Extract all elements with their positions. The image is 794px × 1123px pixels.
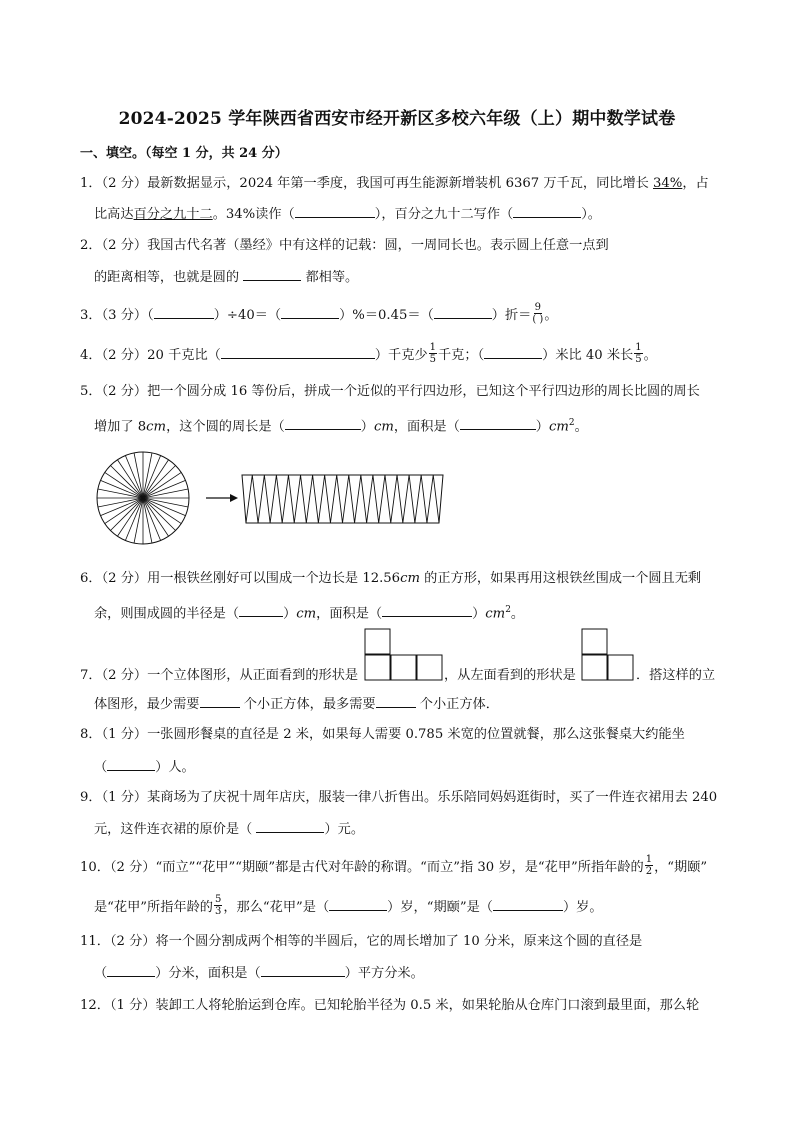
- q5-text-f: ）: [535, 419, 549, 435]
- question-10-line-2: [94, 896, 603, 919]
- question-7-text-c: ．搭这样的立: [636, 668, 716, 683]
- q10-text-e: ）岁，“期颐”是（: [387, 900, 493, 915]
- q10-fraction-1: [645, 854, 653, 877]
- q11-blank-2[interactable]: [261, 963, 345, 977]
- q1-text-f: ），百分之九十二写作（: [374, 207, 514, 222]
- question-6-line-1: [80, 569, 701, 589]
- q8-text-b: （: [94, 760, 108, 775]
- q5-text-b: 增加了 8: [94, 419, 147, 435]
- q5-unit-2: cm: [373, 419, 394, 435]
- q10-fraction-1-numerator: 1: [645, 854, 653, 865]
- q11-text-d: ）平方分米。: [344, 966, 424, 981]
- q10-fraction-2: [214, 894, 222, 917]
- question-10-line-1: [80, 856, 707, 879]
- q6-unit-2: cm: [296, 606, 317, 622]
- q1-text-g: ）。: [581, 207, 601, 222]
- question-8-line-2: [94, 757, 195, 778]
- q10-text-b: ，“期颐”: [654, 860, 708, 875]
- sector-radius: [110, 498, 143, 531]
- left-view-figure: [581, 628, 637, 684]
- approximate-parallelogram: [242, 475, 443, 523]
- q4-blank-1[interactable]: [221, 345, 375, 359]
- question-2-line-2: [94, 267, 358, 288]
- q3-text-c: ）%＝0.45＝（: [339, 308, 434, 323]
- question-11-line-1: 11．（2 分）将一个圆分割成两个相等的半圆后，它的周长增加了 10 分米，原来这个圆的直径是: [80, 934, 643, 949]
- q1-blank-1[interactable]: [295, 204, 375, 218]
- q6-unit-1: cm: [400, 571, 420, 586]
- q6-blank-1[interactable]: [239, 603, 283, 617]
- arrow-icon: [206, 494, 238, 502]
- q5-square-exponent: 2: [568, 418, 575, 428]
- q2-blank-1[interactable]: [243, 267, 301, 281]
- q5-unit-1: cm: [146, 419, 167, 435]
- q7-blank-2[interactable]: [376, 694, 416, 708]
- q5-unit-3: cm: [548, 419, 569, 435]
- q1-text-c: 比高达: [94, 207, 134, 222]
- question-4-line-1: [80, 344, 657, 367]
- page-title: 2024-2025 学年陕西省西安市经开新区多校六年级（上）期中数学试卷: [118, 109, 676, 129]
- q6-text-c: 余，则围成圆的半径是（: [94, 606, 240, 622]
- q3-fraction-numerator: 9: [534, 302, 542, 313]
- q9-text-b: 元，这件连衣裙的原价是（: [94, 822, 257, 837]
- parallelogram-outline: [242, 475, 443, 523]
- question-6-line-2: [94, 600, 524, 624]
- sector-radius: [143, 498, 176, 531]
- question-8-line-1: 8．（1 分）一张圆形餐桌的直径是 2 米，如果每人需要 0.785 米宽的位置就餐，那么这张餐桌大约能坐: [80, 727, 685, 742]
- q4-fraction-1: [429, 342, 437, 365]
- q7-text-d: 体图形，最少需要: [94, 697, 200, 712]
- question-2-line-1: 2．（2 分）我国古代名著（墨经》中有这样的记载：圆，一周同长也。表示圆上任意一点到: [80, 238, 609, 253]
- question-7-line-2: [94, 694, 499, 715]
- q10-blank-2[interactable]: [493, 897, 563, 911]
- q1-text-e: 。34%读作（: [212, 207, 295, 222]
- q9-blank-1[interactable]: [256, 819, 324, 833]
- q11-blank-1[interactable]: [107, 963, 155, 977]
- q5-blank-1[interactable]: [285, 416, 361, 430]
- question-5-line-2: [94, 413, 588, 437]
- q10-fraction-1-denominator: 2: [645, 866, 653, 877]
- q6-text-f: ）: [472, 606, 486, 622]
- q1-text-a: 1．（2 分）最新数据显示，2024 年第一季度，我国可再生能源新增装机 6367 万千瓦，同比增长: [80, 176, 654, 191]
- q6-unit-3: cm: [485, 606, 506, 622]
- question-9-line-2: [94, 819, 364, 840]
- q11-text-c: ）分米，面积是（: [155, 966, 261, 981]
- q3-text-a: 3．（3 分）（: [80, 308, 154, 323]
- q3-text-d: ）折＝: [491, 308, 532, 323]
- q2-text-c: 都相等。: [301, 270, 359, 285]
- q10-blank-1[interactable]: [329, 897, 387, 911]
- question-1-line-1: [80, 174, 709, 194]
- q4-fraction-2-denominator: 5: [635, 354, 642, 365]
- section-heading: 一、填空。（每空 1 分，共 24 分）: [80, 146, 288, 161]
- q10-text-d: ，那么“花甲”是（: [223, 900, 330, 915]
- q10-text-c: 是“花甲”所指年龄的: [94, 900, 213, 915]
- q4-fraction-2-numerator: 1: [635, 342, 642, 353]
- q6-square-exponent: 2: [505, 605, 511, 615]
- sector-zigzag: [246, 475, 439, 523]
- q4-text-b: ）千克少: [374, 348, 428, 363]
- question-3-line-1: [80, 304, 558, 327]
- q3-text-b: ）÷40＝（: [213, 308, 282, 323]
- q5-text-c: ，这个圆的周长是（: [166, 419, 285, 435]
- q11-text-b: （: [94, 966, 108, 981]
- question-11-line-2: [94, 963, 424, 984]
- q4-text-a: 4．（2 分）20 千克比（: [80, 348, 221, 363]
- question-12-line-1: 12．（1 分）装卸工人将轮胎运到仓库。已知轮胎半径为 0.5 米，如果轮胎从仓库门口滚到最里面，那么轮: [80, 998, 700, 1013]
- q8-text-c: ）人。: [155, 760, 195, 775]
- q9-text-c: ）元。: [324, 822, 365, 837]
- q4-text-c: 千克；（: [437, 348, 485, 363]
- sector-radius: [110, 465, 143, 498]
- q6-text-b: 的正方形，如果再用这根铁丝围成一个圆且无剩: [419, 571, 702, 586]
- q7-blank-1[interactable]: [200, 694, 240, 708]
- q1-percent: 34%: [653, 176, 683, 191]
- q6-blank-2[interactable]: [382, 603, 472, 617]
- q4-blank-2[interactable]: [484, 345, 542, 359]
- q5-text-g: 。: [574, 419, 588, 435]
- q3-blank-3[interactable]: [434, 305, 492, 319]
- q5-figure: [90, 448, 450, 548]
- question-7-text-b: ，从左面看到的形状是: [444, 668, 576, 683]
- q10-text-a: 10．（2 分）“而立”“花甲”“期颐”都是古代对年龄的称谓。“而立”指 30 岁，是“花甲”所指年龄的: [80, 860, 644, 875]
- q1-blank-2[interactable]: [513, 204, 581, 218]
- sectored-circle: [97, 452, 189, 544]
- question-7-line-1: 7．（2 分）一个立体图形，从正面看到的形状是: [80, 668, 359, 683]
- q3-fraction: [532, 302, 543, 325]
- q10-fraction-2-denominator: 3: [214, 906, 222, 917]
- q6-text-a: 6．（2 分）用一根铁丝刚好可以围成一个边长是 12.56: [80, 571, 401, 586]
- q1-text-b: ，占: [682, 176, 709, 191]
- question-5-line-1: 5．（2 分）把一个圆分成 16 等份后，拼成一个近似的平行四边形，已知这个平行四边形的周长比圆的周长: [80, 384, 700, 399]
- q3-blank-1[interactable]: [154, 305, 214, 319]
- question-9-line-1: 9．（1 分）某商场为了庆祝十周年店庆，服装一律八折售出。乐乐陪同妈妈逛街时，买了一件连衣裙用去 240: [80, 790, 718, 805]
- front-view-figure: [364, 628, 444, 684]
- q6-text-e: ，面积是（: [316, 606, 383, 622]
- question-1-line-2: [94, 204, 601, 225]
- q4-fraction-1-denominator: 5: [429, 354, 436, 365]
- q6-text-d: ）: [283, 606, 297, 622]
- q10-text-f: ）岁。: [562, 900, 603, 915]
- sector-radius: [143, 465, 176, 498]
- q5-blank-2[interactable]: [460, 416, 536, 430]
- q6-text-g: 。: [510, 606, 525, 622]
- q4-fraction-2: [634, 342, 642, 365]
- q3-text-e: 。: [544, 308, 558, 323]
- q10-fraction-2-numerator: 5: [214, 894, 222, 905]
- q3-fraction-denominator[interactable]: ( ): [532, 314, 544, 325]
- q4-fraction-1-numerator: 1: [429, 342, 436, 353]
- q5-text-e: ，面积是（: [393, 419, 460, 435]
- q4-text-d: ）米比 40 米长: [542, 348, 634, 363]
- q4-text-e: 。: [643, 348, 657, 363]
- q5-text-d: ）: [360, 419, 374, 435]
- q8-blank-1[interactable]: [107, 757, 155, 771]
- q1-chinese-percent: 百分之九十二: [133, 207, 213, 222]
- q7-text-e: 个小正方体，最多需要: [239, 697, 376, 712]
- q2-text-b: 的距离相等，也就是圆的: [94, 270, 244, 285]
- q3-blank-2[interactable]: [281, 305, 339, 319]
- q7-text-f: 个小正方体．: [415, 697, 499, 712]
